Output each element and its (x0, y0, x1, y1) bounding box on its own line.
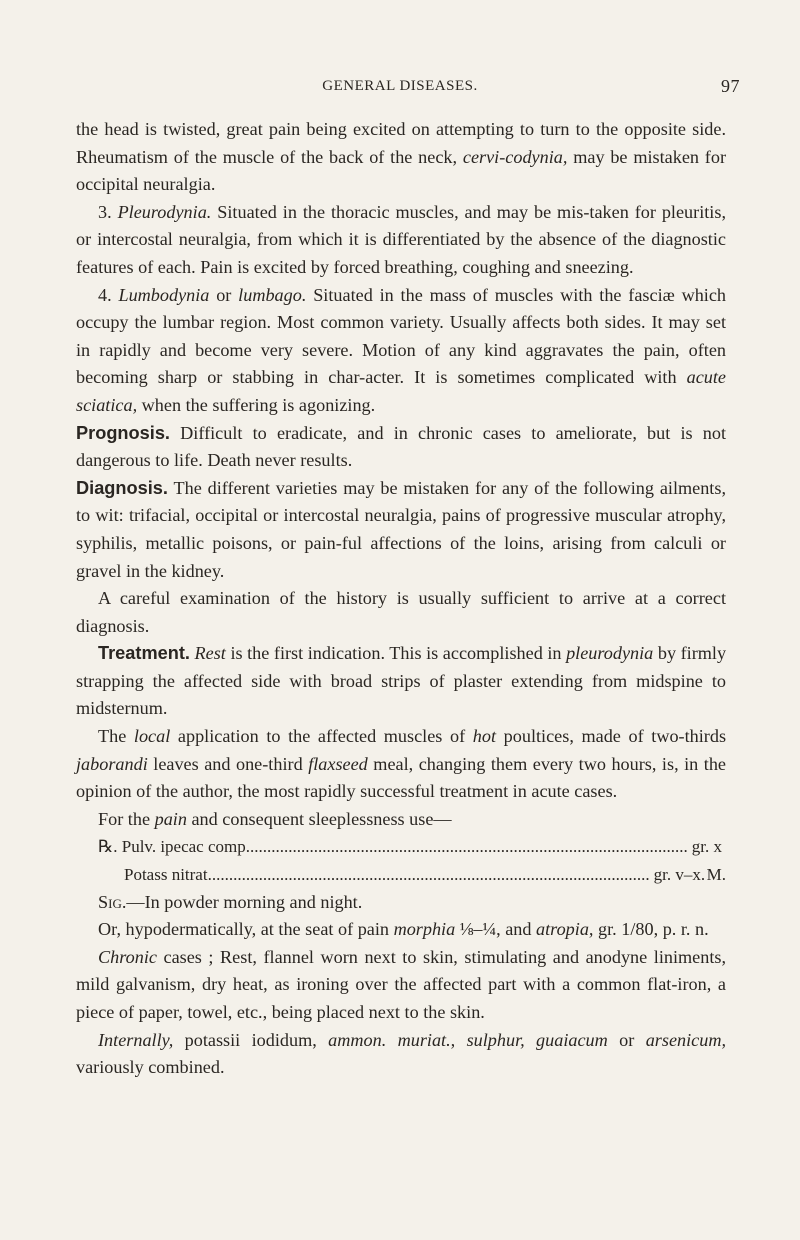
paragraph-chronic: Chronic cases ; Rest, flannel worn next to skin, stimulating and anodyne liniments, mild galvanism, dry heat, as ironing over the affected part with a common flat-iron, a piece of paper, towel, etc., being placed next to the skin. (76, 946, 727, 1022)
section-heading: Diagnosis. (76, 477, 168, 498)
paragraph-prognosis: Prognosis. Difficult to eradicate, and in chronic cases to ameliorate, but is not dangerous to life. Death never results. (76, 422, 726, 471)
section-heading: Prognosis. (76, 422, 170, 443)
paragraph-diagnosis: Diagnosis. The different varieties may be mistaken for any of the following ailments, to wit: trifacial, occipital or intercostal neuralgia, pains of progressive muscular atrophy, syphilis, metallic poisons, or pain-ful affections of the loins, arising from calculi or gravel in the kidney. (76, 477, 726, 581)
paragraph: A careful examination of the history is usually sufficient to arrive at a correct diagnosis. (76, 588, 726, 636)
running-header (60, 78, 740, 108)
signature-line: Sig.—In powder morning and night. (98, 891, 363, 912)
paragraph-lumbodynia: 4. Lumbodynia or lumbago. Situated in the mass of muscles with the fasciæ which occupy the lumbar region. Most common variety. Usually affects both sides. It may set in rapidly and become very severe. Motion of any kind aggravates the pain, often becoming sharp or stabbing in char-acter. It is sometimes complicated with acute sciatica, when the suffering is agonizing. (76, 284, 727, 415)
paragraph-treatment: Treatment. Rest is the first indication. This is accomplished in pleurodynia by firmly strapping the affected side with broad strips of plaster extending from midspine to midsternum. (76, 643, 727, 719)
paragraph-pain: For the pain and consequent sleeplessness use— (98, 808, 452, 829)
section-heading: Treatment. (98, 643, 190, 664)
paragraph-local: The local application to the affected muscles of hot poultices, made of two-thirds jaborandi leaves and one-third flaxseed meal, changing them every two hours, is, in the opinion of the author, the most rapidly successful treatment in acute cases. (76, 726, 727, 802)
page-body (76, 116, 726, 1082)
paragraph: the head is twisted, great pain being excited on attempting to turn to the opposite side. Rheumatism of the muscle of the back of the neck, cervi-codynia, may be mistaken for occipital neuralgia. (76, 119, 726, 195)
paragraph-hypodermic: Or, hypodermatically, at the seat of pain morphia ⅛–¼, and atropia, gr. 1/80, p. r. n. (98, 919, 709, 940)
paragraph-pleurodynia: 3. Pleurodynia. Situated in the thoracic muscles, and may be mis-taken for pleuritis, or intercostal neuralgia, from which it is differentiated by the absence of the diagnostic features of each. Pain is excited by forced breathing, coughing and sneezing. (76, 201, 726, 277)
page-number: 97 (721, 76, 740, 96)
paragraph-internally: Internally, potassii iodidum, ammon. muriat., sulphur, guaiacum or arsenicum, variously combined. (76, 1029, 727, 1078)
running-title: GENERAL DISEASES. (322, 78, 478, 94)
prescription-line: ℞. Pulv. ipecac comp ..... gr. x (76, 833, 726, 861)
prescription-line: Potass nitrat ..... gr. v–x. M. (76, 861, 726, 889)
